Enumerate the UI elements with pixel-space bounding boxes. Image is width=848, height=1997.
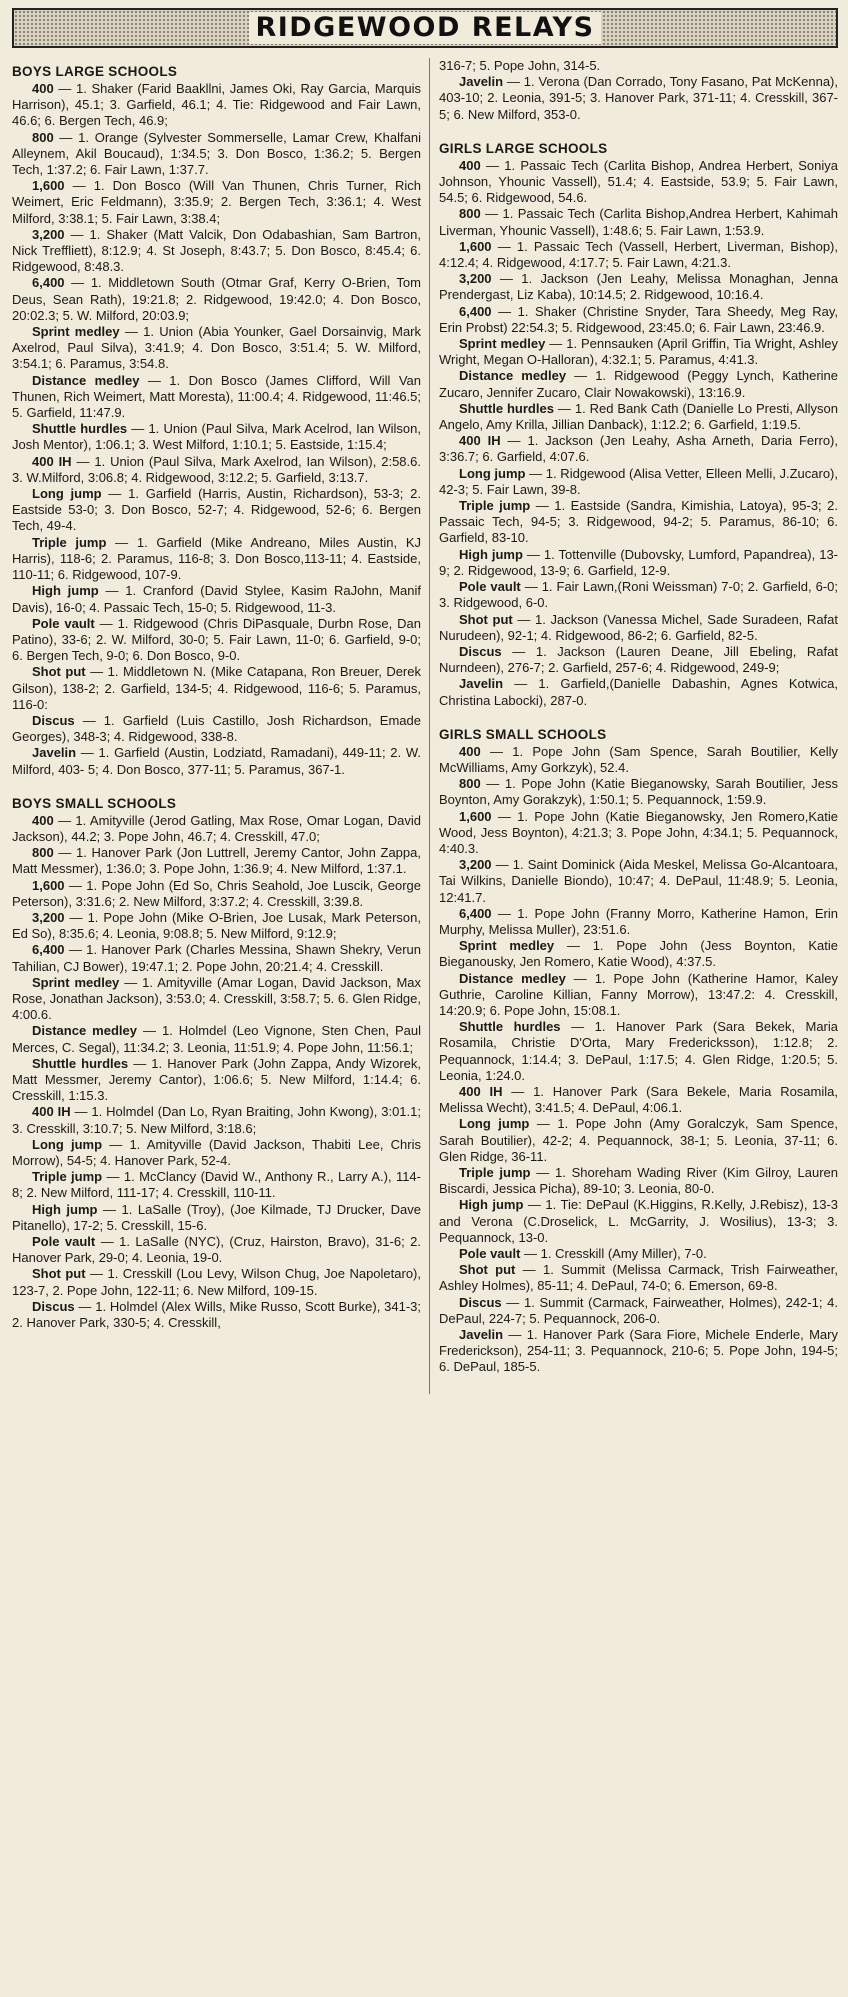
event-results-text: — 1. Union (Abia Younker, Gael Dorsainvig, Mark Axelrod, Paul Silva), 3:41.9; 4. Don Bosco, 3:51.4; 5. W. Milford, 3:54.1; 6. Paramus, 3:54.8.: [12, 324, 422, 372]
event-name: 400: [459, 743, 481, 759]
event-result: [439, 466, 838, 498]
event-results-text: — 1. Cranford (David Stylee, Kasim RaJohn, Manif Davis), 16-0; 4. Passaic Tech, 15-0; 5. Ridgewood, 11-3.: [12, 583, 422, 615]
section-heading: GIRLS SMALL SCHOOLS: [439, 726, 607, 742]
event-result: [12, 616, 421, 665]
event-results-text: — 1. Middletown South (Otmar Graf, Kerry O-Brien, Tom Deus, Sean Rath), 19:21.8; 2. Ridgewood, 19:42.0; 4. Don Bosco, 20:02.3; 5. W. Milford, 20:03.9;: [12, 275, 421, 323]
event-name: 800: [32, 129, 54, 145]
event-result: [439, 579, 838, 611]
event-result: [12, 130, 421, 179]
event-result: [12, 1234, 421, 1266]
event-results-text: — 1. Jackson (Vanessa Michel, Sade Suradeen, Rafat Nurudeen), 92-1; 4. Ridgewood, 86-2; 6. Garfield, 82-5.: [439, 611, 838, 643]
event-name: 6,400: [459, 303, 492, 319]
event-result: [439, 1246, 838, 1262]
event-name: High jump: [459, 1197, 524, 1213]
event-name: 3,200: [32, 909, 65, 925]
event-result: [12, 1202, 421, 1234]
event-name: Distance medley: [32, 1023, 137, 1039]
event-results-text: — 1. Shaker (Farid Baakllni, James Oki, Ray Garcia, Marquis Harrison), 45.1; 3. Garfield, 46.1; 4. Tie: Ridgewood and Fair Lawn, 46.6; 6. Bergen Tech, 46.9;: [12, 81, 421, 129]
event-name: Javelin: [459, 676, 504, 692]
event-name: 1,600: [32, 877, 65, 893]
event-results-text: — 1. Tie: DePaul (K.Higgins, R.Kelly, J.Rebisz), 13-3 and Verona (C.Droselick, L. McGarrity, J. Wosilius), 13-3; 3. Pequannock, 13-0.: [439, 1197, 839, 1245]
event-name: Shuttle hurdles: [459, 400, 554, 416]
event-name: Sprint medley: [459, 938, 555, 954]
event-name: 1,600: [32, 178, 65, 194]
event-name: Discus: [32, 1298, 75, 1314]
event-results-text: — 1. Hanover Park (John Zappa, Andy Wizorek, Matt Messmer, Jeremy Cantor), 1:06.6; 5. New Milford, 1:14.4; 6. Cresskill, 1:15.3.: [12, 1055, 421, 1104]
event-result: [439, 644, 838, 676]
event-results-text: — 1. Union (Paul Silva, Mark Acelrod, Ian Wilson, Josh Mentor), 1:06.1; 3. West Milford, 1:10.1; 5. Eastside, 1:15.4;: [12, 421, 421, 453]
event-name: Discus: [32, 712, 75, 728]
event-result: [12, 1104, 421, 1136]
event-results-text: — 1. Summit (Melissa Carmack, Trish Fairweather, Ashley Holmes), 85-11; 4. DePaul, 74-0; 6. Emerson, 69-8.: [439, 1262, 838, 1294]
event-name: 1,600: [459, 238, 492, 254]
event-result: [12, 486, 421, 535]
event-result: [12, 1266, 421, 1298]
event-results-text: — 1. Pope John (Katherine Hamor, Kaley Guthrie, Caroline Killian, Fanny Morrow), 13:47.2: 4. Cresskill, 14:20.9; 6. Pope John, 15:08.1.: [439, 970, 839, 1018]
event-result: [439, 809, 838, 858]
event-name: High jump: [32, 1201, 98, 1217]
event-name: 400: [32, 812, 54, 828]
event-result: [439, 744, 838, 776]
event-name: Shot put: [32, 664, 86, 680]
event-result: [439, 401, 838, 433]
event-results-text: — 1. McClancy (David W., Anthony R., Larry A.), 114-8; 2. New Milford, 111-17; 4. Cresskill, 110-11.: [12, 1169, 421, 1201]
section-boys-small-schools: [12, 796, 421, 1332]
event-result: [12, 373, 421, 422]
event-results-text: — 1. Garfield (Luis Castillo, Josh Richardson, Emade Georges), 348-3; 4. Ridgewood, 338-8.: [12, 712, 421, 745]
event-results-text: — 1. Hanover Park (Jon Luttrell, Jeremy Cantor, John Zappa, Matt Messmer), 1:36.0; 3. Pope John, 1:36.9; 4. New Milford, 1:37.1.: [12, 845, 421, 877]
event-result: [12, 664, 421, 713]
event-name: Shuttle hurdles: [459, 1019, 561, 1035]
event-results-text: — 1. Verona (Dan Corrado, Tony Fasano, Pat McKenna), 403-10; 2. Leonia, 391-5; 3. Hanover Park, 371-11; 4. Cresskill, 367-5; 6. New Milford, 353-0.: [439, 74, 838, 122]
event-result: [12, 942, 421, 974]
event-name: High jump: [32, 583, 99, 599]
event-name: 800: [459, 206, 481, 222]
event-name: Long jump: [32, 486, 102, 502]
event-name: 400 IH: [459, 433, 501, 449]
event-results-text: — 1. Garfield (Mike Andreano, Miles Austin, KJ Harris), 118-6; 2. Paramus, 116-8; 3. Don Bosco,113-11; 4. Eastside, 110-11; 6. Ridgewood, 107-9.: [12, 534, 421, 583]
event-name: Pole vault: [459, 1246, 521, 1262]
event-name: Discus: [459, 643, 502, 659]
event-results-text: — 1. Hanover Park (Charles Messina, Shawn Shekry, Verun Tahilian, CJ Bower), 19:47.1; 2. Pope John, 20:21.4; 4. Cresskill.: [12, 942, 421, 974]
event-result: [439, 1197, 838, 1246]
event-results-text: — 1. Cresskill (Amy Miller), 7-0.: [520, 1246, 707, 1262]
event-result: [12, 878, 421, 910]
event-name: Triple jump: [32, 1169, 103, 1185]
event-name: Sprint medley: [32, 974, 120, 990]
event-results-text: — 1. Amityville (Amar Logan, David Jackson, Max Rose, Jonathan Jackson), 3:53.0; 4. Cresskill, 3:58.7; 5. 6. Glen Ridge, 4:00.6.: [12, 974, 421, 1023]
event-name: 6,400: [32, 942, 65, 958]
event-name: Pole vault: [32, 1234, 96, 1250]
event-result: [439, 336, 838, 368]
event-results-text: — 1. Saint Dominick (Aida Meskel, Melissa Go-Alcantoara, Tai Wilkins, Danielle Biondo), 10:47; 4. DePaul, 11:48.9; 5. Leonia, 12:41.7.: [439, 857, 838, 905]
event-name: Distance medley: [32, 372, 140, 388]
event-result: [439, 368, 838, 400]
event-results-text: — 1. Pope John (Jess Boynton, Katie Bieganousky, Jen Romero, Katie Wood), 4:37.5.: [439, 938, 838, 970]
event-name: Shuttle hurdles: [32, 421, 128, 437]
left-column: [12, 58, 430, 1394]
event-results-text: — 1. Hanover Park (Sara Fiore, Michele Enderle, Mary Frederickson), 254-11; 3. Pequannock, 210-6; 5. Pope John, 194-5; 6. DePaul, 185-5.: [439, 1327, 838, 1375]
event-results-text: — 1. Fair Lawn,(Roni Weissman) 7-0; 2. Garfield, 6-0; 3. Ridgewood, 6-0.: [439, 579, 838, 611]
event-name: 3,200: [32, 226, 65, 242]
event-results-text: — 1. Shaker (Matt Valcik, Don Odabashian, Sam Bartron, Nick Treffliett), 8:12.9; 4. St Joseph, 8:43.7; 5. Don Bosco, 8:45.4; 6. Ridgewood, 8:48.3.: [12, 226, 421, 275]
event-results-text: — 1. Jackson (Lauren Deane, Jill Ebeling, Rafat Nurndeen), 276-7; 2. Garfield, 257-6; 4. Ridgewood, 249-9;: [439, 643, 838, 676]
event-name: Javelin: [459, 74, 504, 90]
event-result: [439, 971, 838, 1020]
event-name: Discus: [459, 1294, 502, 1310]
event-name: Pole vault: [32, 615, 95, 631]
event-name: Shot put: [459, 611, 513, 627]
event-results-text: — 1. Red Bank Cath (Danielle Lo Presti, Allyson Angelo, Amy Krilla, Jillian Danback), 1:12.2; 6. Garfield, 1:19.5.: [439, 400, 838, 433]
event-name: Shuttle hurdles: [32, 1055, 129, 1071]
event-results-text: — 1. Don Bosco (James Clifford, Will Van Thunen, Rich Weimert, Matt Moresta), 11:00.4; 4. Ridgewood, 11:46.5; 5. Garfield, 11:47.9.: [12, 372, 421, 421]
event-result: [12, 275, 421, 324]
event-results-text: — 1. Amityville (Jerod Gatling, Max Rose, Omar Logan, David Jackson), 44.2; 3. Pope John, 46.7; 4. Cresskill, 47.0;: [12, 812, 421, 844]
event-results-text: — 1. Garfield (Harris, Austin, Richardson), 53-3; 2. Eastside 53-0; 3. Don Bosco, 52-7; 4. Ridgewood, 52-6; 6. Bergen Tech, 49-4.: [12, 486, 421, 534]
event-result: [12, 324, 421, 373]
event-name: 400 IH: [32, 453, 72, 469]
event-result: [12, 81, 421, 130]
event-results-text: — 1. Ridgewood (Peggy Lynch, Katherine Zucaro, Jennifer Zucaro, Clair Nowakowski), 13:16.9.: [439, 368, 838, 400]
event-result: [439, 1262, 838, 1294]
event-name: Triple jump: [459, 1165, 531, 1180]
event-name: 400: [32, 81, 54, 96]
event-result: [439, 239, 838, 271]
event-result: [439, 1327, 838, 1376]
event-result: [12, 713, 421, 745]
continued-result: 316-7; 5. Pope John, 314-5.: [439, 58, 601, 73]
event-result: [12, 745, 421, 777]
right-column: [430, 58, 838, 1394]
event-result: [12, 535, 421, 584]
event-result: [439, 206, 838, 238]
event-results-text: — 1. Passaic Tech (Vassell, Herbert, Liverman, Bishop), 4:12.4; 4. Ridgewood, 4:17.7; 5. Fair Lawn, 4:21.3.: [439, 238, 838, 271]
event-result: [439, 498, 838, 547]
event-result: [439, 304, 838, 336]
event-results-text: — 1. Shaker (Christine Snyder, Tara Sheedy, Meg Ray, Erin Probst) 22:54.3; 5. Ridgewood, 23:45.0; 6. Fair Lawn, 23:46.9.: [439, 303, 838, 335]
event-name: Long jump: [459, 465, 526, 481]
event-results-text: — 1. Don Bosco (Will Van Thunen, Chris Turner, Rich Weimert, Eric Feldmann), 3:35.9; 2. Bergen Tech, 3:36.1; 4. West Milford, 3:38.1; 5. Fair Lawn, 3:38.4;: [12, 178, 421, 226]
event-results-text: — 1. Jackson (Jen Leahy, Asha Arneth, Daria Ferro), 3:36.7; 6. Garfield, 4:07.6.: [439, 433, 838, 465]
event-result: [439, 158, 838, 207]
event-result: [439, 547, 838, 579]
event-result: [12, 421, 421, 453]
event-result: [439, 676, 838, 708]
event-result: [12, 1299, 421, 1331]
event-results-text: — 1. Pope John (Mike O-Brien, Joe Lusak, Mark Peterson, Ed So), 8:35.6; 4. Leonia, 9:08.8; 5. New Milford, 9:12.9;: [12, 909, 421, 942]
event-result: [12, 975, 421, 1024]
event-name: 6,400: [459, 905, 492, 921]
event-name: Shot put: [32, 1266, 86, 1282]
event-result: [12, 454, 421, 486]
event-result: [12, 178, 421, 227]
section-heading: BOYS SMALL SCHOOLS: [12, 795, 177, 811]
event-result: [439, 433, 838, 465]
event-name: Triple jump: [459, 498, 531, 514]
event-results-text: — 1. Cresskill (Lou Levy, Wilson Chug, Joe Napoletaro), 123-7, 2. Pope John, 122-11; 6. New Milford, 109-15.: [12, 1266, 421, 1298]
event-name: 400 IH: [459, 1083, 503, 1099]
event-results-text: — 1. Holmdel (Dan Lo, Ryan Braiting, John Kwong), 3:01.1; 3. Cresskill, 3:10.7; 5. New Milford, 3:18.6;: [12, 1104, 421, 1136]
event-results-text: — 1. Union (Paul Silva, Mark Axelrod, Ian Wilson), 2:58.6. 3. W.Milford, 3:06.8; 4. Ridgewood, 3:12.2; 5. Garfield, 3:13.7.: [12, 453, 421, 485]
event-name: Javelin: [32, 745, 77, 761]
event-results-text: — 1. Pope John (Amy Goralczyk, Sam Spence, Sarah Boutilier), 42-2; 4. Pequannock, 38-1; 5. Leonia, 37-11; 6. Glen Ridge, 36-11.: [439, 1116, 839, 1164]
event-result: [12, 1023, 421, 1055]
columns: [12, 58, 838, 1394]
event-result: [439, 857, 838, 906]
event-name: 400: [459, 157, 481, 173]
event-name: 1,600: [459, 808, 492, 824]
event-name: 6,400: [32, 275, 65, 291]
event-results-text: — 1. Tottenville (Dubovsky, Lumford, Papandrea), 13-9; 2. Ridgewood, 13-9; 6. Garfield, 12-9.: [439, 546, 838, 578]
section-heading: BOYS LARGE SCHOOLS: [12, 64, 178, 79]
event-results-text: — 1. Hanover Park (Sara Bekek, Maria Rosamila, Christie D'Orta, Mary Fredericksson), 1:12.8; 2. Pequannock, 1:14.4; 3. DePaul, 1:17.5; 4. Glen Ridge, 1:20.5; 5. Leonia, 1:24.0.: [439, 1019, 839, 1083]
event-result: [12, 583, 421, 615]
event-results-text: — 1. Pope John (Ed So, Chris Seahold, Joe Luscik, George Peterson), 3:31.6; 2. New Milford, 3:37.2; 4. Cresskill, 3:39.8.: [12, 877, 421, 909]
event-results-text: — 1. Passaic Tech (Carlita Bishop,Andrea Herbert, Kahimah Liverman, Yhounic Vassell), 1:48.6; 5. Fair Lawn, 1:53.9.: [439, 206, 838, 238]
section-heading: GIRLS LARGE SCHOOLS: [439, 140, 608, 156]
event-name: Sprint medley: [459, 336, 546, 352]
event-result: [12, 227, 421, 276]
event-results-text: — 1. Shoreham Wading River (Kim Gilroy, Lauren Biscardi, Jessica Picha), 89-10; 3. Leonia, 80-0.: [439, 1165, 839, 1197]
event-name: 800: [32, 845, 54, 861]
section-girls-small-schools: [439, 727, 838, 1376]
event-name: Long jump: [32, 1136, 103, 1152]
event-results-text: — 1. Jackson (Jen Leahy, Melissa Monaghan, Jenna Prendergast, Liz Kaba), 10:14.5; 2. Ridgewood, 10:16.4.: [439, 271, 838, 303]
event-results-text: — 1. Orange (Sylvester Sommerselle, Lamar Crew, Khalfani Alleynem, Akil Boucaud), 1:34.5; 3. Don Bosco, 1:36.2; 5. Bergen Tech, 1:37.2; 6. Fair Lawn, 1:37.7.: [12, 129, 421, 178]
event-name: Sprint medley: [32, 324, 120, 340]
event-result: [439, 1165, 838, 1197]
event-results-text: — 1. Ridgewood (Chris DiPasquale, Durbn Rose, Dan Patino), 33-6; 2. W. Milford, 30-0; 5. Fair Lawn, 11-0; 6. Garfield, 9-0; 6. Bergen Tech, 9-0; 6. Don Bosco, 9-0.: [12, 615, 421, 664]
event-result: [12, 1056, 421, 1105]
event-results-text: — 1. Eastside (Sandra, Kimishia, Latoya), 95-3; 2. Passaic Tech, 94-5; 3. Ridgewood, 94-2; 5. Paramus, 86-10; 6. Garfield, 83-10.: [439, 498, 838, 546]
event-results-text: — 1. Holmdel (Alex Wills, Mike Russo, Scott Burke), 341-3; 2. Hanover Park, 330-5; 4. Cresskill,: [12, 1298, 421, 1331]
event-results-text: — 1. Holmdel (Leo Vignone, Sten Chen, Paul Merces, C. Segal), 11:34.2; 3. Leonia, 11:51.9; 4. Pope John, 11:56.1;: [12, 1023, 421, 1055]
event-name: 3,200: [459, 857, 492, 873]
event-name: 3,200: [459, 271, 492, 287]
event-results-text: — 1. Garfield (Austin, Lodziatd, Ramadani), 449-11; 2. W. Milford, 403- 5; 4. Don Bosco, 377-11; 5. Paramus, 367-1.: [12, 745, 421, 777]
event-results-text: — 1. Middletown N. (Mike Catapana, Ron Breuer, Derek Gilson), 138-2; 2. Garfield, 134-5; 4. Ridgewood, 116-6; 5. Paramus, 116-0:: [12, 664, 421, 712]
event-name: 800: [459, 776, 481, 792]
section-continued: [439, 74, 838, 123]
section-boys-large-schools: [12, 64, 421, 778]
event-results-text: — 1. Amityville (David Jackson, Thabiti Lee, Chris Morrow), 54-5; 4. Hanover Park, 52-4.: [12, 1136, 421, 1168]
event-result: [439, 1019, 838, 1084]
event-name: Distance medley: [459, 368, 567, 384]
event-results-text: — 1. Pope John (Sam Spence, Sarah Boutilier, Kelly McWilliams, Amy Gorkzyk), 52.4.: [439, 743, 838, 775]
event-result: [439, 1084, 838, 1116]
event-result: [439, 612, 838, 644]
event-results-text: — 1. Garfield,(Danielle Dabashin, Agnes Kotwica, Christina Labocki), 287-0.: [439, 676, 838, 708]
event-results-text: — 1. Pennsauken (April Griffin, Tia Wright, Ashley Wright, Megan O-Halloran), 4:32.1; 5. Paramus, 4:41.3.: [439, 336, 839, 368]
event-result: [439, 938, 838, 970]
event-name: 400 IH: [32, 1104, 71, 1120]
event-result: [12, 910, 421, 942]
event-result: [439, 776, 838, 808]
event-name: Shot put: [459, 1262, 516, 1278]
event-name: Pole vault: [459, 579, 521, 595]
event-results-text: — 1. LaSalle (Troy), (Joe Kilmade, TJ Drucker, Dave Pitanello), 17-2; 5. Cresskill, 15-6.: [12, 1201, 422, 1233]
event-results-text: — 1. Passaic Tech (Carlita Bishop, Andrea Herbert, Soniya Johnson, Yhounic Vassell), 51.4; 4. Eastside, 53.9; 5. Fair Lawn, 54.5; 6. Ridgewood, 54.6.: [439, 157, 838, 206]
event-result: [439, 74, 838, 123]
event-result: [439, 1295, 838, 1327]
event-result: [439, 906, 838, 938]
event-results-text: — 1. Hanover Park (Sara Bekele, Maria Rosamila, Melissa Wecht), 3:41.5; 4. DePaul, 4:06.1.: [439, 1083, 838, 1116]
event-result: [12, 1169, 421, 1201]
event-result: [12, 813, 421, 845]
event-results-text: — 1. Pope John (Katie Bieganowsky, Sarah Boutilier, Jess Boynton, Amy Gorakzyk), 1:50.1; 5. Pequannock, 1:59.9.: [439, 776, 838, 808]
event-results-text: — 1. Summit (Carmack, Fairweather, Holmes), 242-1; 4. DePaul, 224-7; 5. Pequannock, 206-0.: [439, 1294, 838, 1326]
event-name: Triple jump: [32, 534, 107, 550]
event-name: High jump: [459, 546, 523, 562]
banner-title: RIDGEWOOD RELAYS: [249, 12, 600, 44]
event-results-text: — 1. Pope John (Franny Morro, Katherine Hamon, Erin Murphy, Melissa Muller), 23:51.6.: [439, 905, 838, 937]
event-results-text: — 1. LaSalle (NYC), (Cruz, Hairston, Bravo), 31-6; 2. Hanover Park, 29-0; 4. Leonia, 19-0.: [12, 1234, 421, 1266]
event-result: [12, 845, 421, 877]
event-name: Javelin: [459, 1327, 504, 1343]
event-name: Distance medley: [459, 970, 566, 986]
event-results-text: — 1. Ridgewood (Alisa Vetter, Elleen Melli, J.Zucaro), 42-3; 5. Fair Lawn, 39-8.: [439, 465, 838, 497]
event-result: [12, 1137, 421, 1169]
event-name: Long jump: [459, 1116, 530, 1132]
title-banner: [12, 8, 838, 48]
event-result: [439, 1116, 838, 1165]
event-result: [439, 271, 838, 303]
event-results-text: — 1. Pope John (Katie Bieganowsky, Jen Romero,Katie Wood, Jess Boynton), 4:21.3; 3. Pope John, 4:34.1; 5. Pequannock, 4:40.3.: [439, 808, 838, 856]
section-girls-large-schools: [439, 141, 838, 709]
